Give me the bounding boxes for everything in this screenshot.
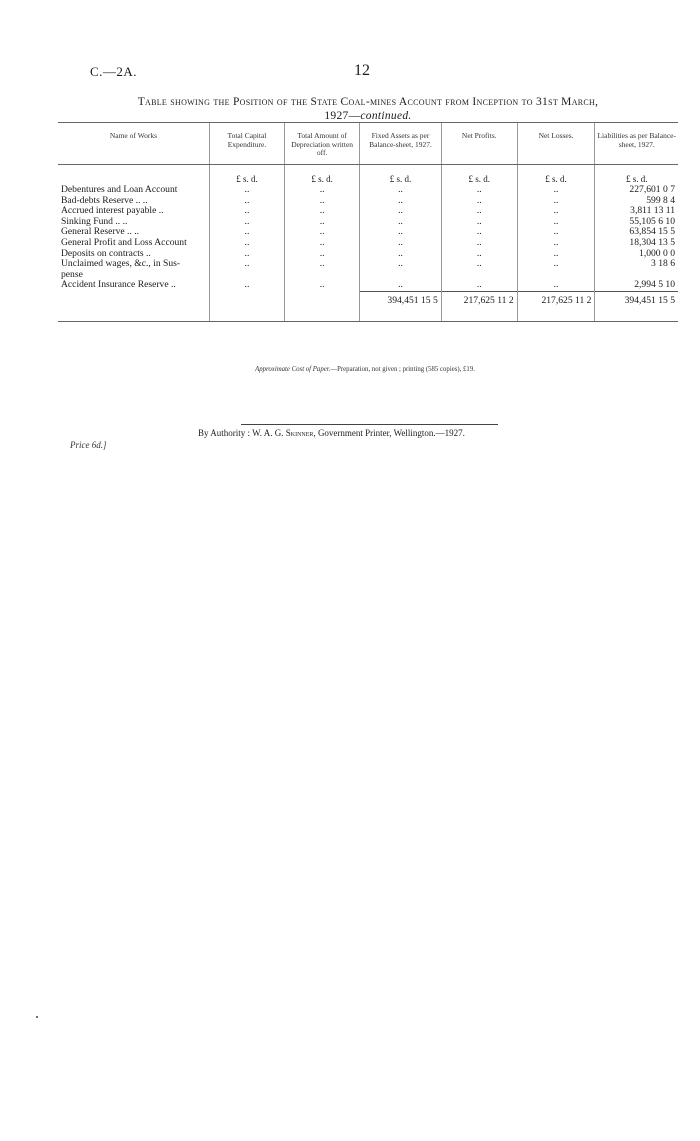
cell-liabilities: 3 18 6 (595, 259, 678, 270)
authority-name: Skinner (285, 428, 314, 438)
cell-total-capital: .. (209, 196, 284, 207)
cell-total-capital: .. (209, 185, 284, 196)
table-row (58, 217, 678, 228)
totals-blank (209, 292, 284, 322)
table-row (58, 259, 678, 270)
totals-blank (58, 292, 209, 322)
cell-net-losses: .. (517, 227, 595, 238)
cell-net-losses: .. (517, 238, 595, 249)
footer-divider (241, 424, 498, 425)
cell-total-capital: .. (209, 238, 284, 249)
totals-blank (285, 292, 360, 322)
cell-liabilities: 55,105 6 10 (595, 217, 678, 228)
cell-fixed-assets: .. (360, 196, 442, 207)
cell-net-losses: .. (517, 185, 595, 196)
cell-depreciation: .. (285, 196, 360, 207)
cell-liabilities: 227,601 0 7 (595, 185, 678, 196)
cell-total-capital: .. (209, 206, 284, 217)
cell-total-capital: .. (209, 259, 284, 270)
printer-authority (198, 428, 465, 438)
unit-label: £ s. d. (595, 164, 678, 185)
cell-net-profits: .. (441, 259, 517, 270)
col-header-net-losses: Net Losses. (517, 123, 595, 165)
row-name: Accrued interest payable .. (61, 205, 164, 217)
row-name: Sinking Fund .. .. (61, 215, 128, 227)
cell-fixed-assets: .. (360, 217, 442, 228)
table-title-line1: Table showing the Position of the State Coal-mines Account from Inception to 31st March, (137, 96, 599, 108)
cell-net-losses: .. (517, 280, 595, 291)
table-title-line2 (58, 109, 678, 123)
units-row (58, 164, 678, 185)
cell-net-profits: .. (441, 227, 517, 238)
page-number: 12 (354, 62, 370, 79)
cost-label: Approximate Cost of Paper. (255, 366, 331, 373)
cost-of-paper-note (0, 366, 700, 373)
table-title (58, 95, 678, 123)
authority-prefix: By Authority : W. A. G. (198, 428, 286, 438)
col-header-name-of-works: Name of Works (58, 123, 209, 165)
coal-mines-account-table (58, 122, 678, 322)
cell-depreciation: .. (285, 249, 360, 260)
col-header-liabilities: Liabilities as per Balance-sheet, 1927. (595, 123, 678, 165)
cell-net-profits: .. (441, 217, 517, 228)
col-header-depreciation: Total Amount of Depreciation written off. (285, 123, 360, 165)
cell-net-profits: .. (441, 196, 517, 207)
cell-fixed-assets: .. (360, 206, 442, 217)
title-continued: continued. (360, 110, 412, 122)
cell-depreciation: .. (285, 238, 360, 249)
title-year: 1927— (324, 110, 361, 122)
cell-total-capital: .. (209, 217, 284, 228)
table-row (58, 280, 678, 291)
cell-net-losses: .. (517, 259, 595, 270)
row-name: Debentures and Loan Account (61, 184, 178, 196)
cell-net-profits: .. (441, 185, 517, 196)
cell-net-losses: .. (517, 196, 595, 207)
cell-fixed-assets: .. (360, 280, 442, 291)
unit-label: £ s. d. (209, 164, 284, 185)
cell-net-profits: .. (441, 238, 517, 249)
table-header-row (58, 123, 678, 165)
cell-depreciation: .. (285, 206, 360, 217)
document-code: C.—2A. (90, 64, 138, 79)
cell-total-capital: .. (209, 227, 284, 238)
row-name: pense (61, 268, 83, 280)
unit-label: £ s. d. (360, 164, 442, 185)
row-name: General Profit and Loss Account (61, 237, 187, 249)
cell-depreciation: .. (285, 280, 360, 291)
totals-row (58, 292, 678, 322)
cell-net-profits: .. (441, 206, 517, 217)
cell-net-losses: .. (517, 249, 595, 260)
cell-liabilities: 63,854 15 5 (595, 227, 678, 238)
authority-suffix: , Government Printer, Wellington.—1927. (313, 428, 465, 438)
cell-fixed-assets: .. (360, 227, 442, 238)
cell-fixed-assets: .. (360, 249, 442, 260)
scan-speck (36, 1016, 38, 1018)
unit-label: £ s. d. (441, 164, 517, 185)
cell-fixed-assets: .. (360, 259, 442, 270)
total-net-losses: 217,625 11 2 (517, 292, 595, 322)
price-note: Price 6d.] (70, 440, 107, 450)
total-liabilities: 394,451 15 5 (595, 292, 678, 322)
cost-text: —Preparation, not given ; printing (585 copies), £19. (330, 366, 475, 373)
cell-liabilities: 599 8 4 (595, 196, 678, 207)
row-name: General Reserve .. .. (61, 226, 140, 238)
total-fixed-assets: 394,451 15 5 (360, 292, 442, 322)
row-name: Deposits on contracts .. (61, 247, 151, 259)
table-row (58, 238, 678, 249)
row-name: Accident Insurance Reserve .. (61, 279, 176, 291)
cell-net-profits: .. (441, 280, 517, 291)
cell-fixed-assets: .. (360, 238, 442, 249)
cell-depreciation: .. (285, 227, 360, 238)
unit-label: £ s. d. (285, 164, 360, 185)
col-header-fixed-assets: Fixed Assets as per Balance-sheet, 1927. (360, 123, 442, 165)
col-header-net-profits: Net Profits. (441, 123, 517, 165)
units-blank (58, 164, 209, 185)
cell-depreciation: .. (285, 185, 360, 196)
cell-liabilities: 1,000 0 0 (595, 249, 678, 260)
total-net-profits: 217,625 11 2 (441, 292, 517, 322)
col-header-total-capital: Total Capital Expenditure. (209, 123, 284, 165)
row-name: Bad-debts Reserve .. .. (61, 194, 148, 206)
unit-label: £ s. d. (517, 164, 595, 185)
cell-liabilities: 18,304 13 5 (595, 238, 678, 249)
table-body (58, 164, 678, 321)
cell-depreciation: .. (285, 259, 360, 270)
cell-liabilities: 2,994 5 10 (595, 280, 678, 291)
cell-total-capital: .. (209, 280, 284, 291)
cell-depreciation: .. (285, 217, 360, 228)
table-row (58, 206, 678, 217)
table-row (58, 185, 678, 196)
cell-net-profits: .. (441, 249, 517, 260)
cell-liabilities: 3,811 13 11 (595, 206, 678, 217)
cell-net-losses: .. (517, 217, 595, 228)
cell-total-capital: .. (209, 249, 284, 260)
cell-net-losses: .. (517, 206, 595, 217)
row-name: Unclaimed wages, &c., in Sus- (61, 258, 181, 270)
cell-fixed-assets: .. (360, 185, 442, 196)
